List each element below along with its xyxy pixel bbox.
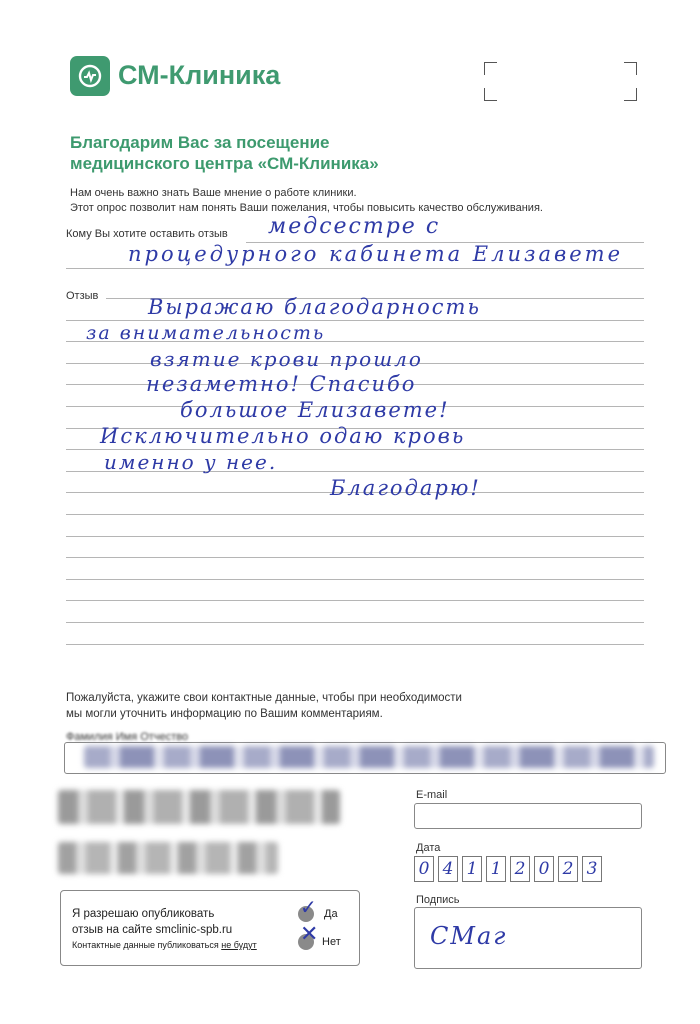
recipient-handwritten-1: медсестре с: [268, 214, 441, 239]
date-digit: 0: [414, 856, 434, 882]
radio-no-label: Нет: [322, 936, 341, 948]
heart-pulse-icon: [77, 63, 103, 89]
review-rule: [66, 579, 644, 580]
date-digit: 2: [510, 856, 530, 882]
contacts-note-line-2: мы могли уточнить информацию по Вашим комментариям.: [66, 708, 383, 720]
corner-mark-bl: [484, 88, 497, 101]
contacts-note-line-1: Пожалуйста, укажите свои контактные данные, чтобы при необходимости: [66, 692, 462, 704]
date-digit: 0: [534, 856, 554, 882]
review-line: большое Елизавете!: [180, 398, 450, 422]
publish-note: [72, 940, 257, 950]
review-line: Выражаю благодарность: [148, 295, 481, 319]
corner-mark-tr: [624, 62, 637, 75]
review-line: за внимательность: [86, 322, 326, 344]
review-rule: [66, 622, 644, 623]
check-mark-icon: ✓: [300, 895, 317, 919]
email-field[interactable]: [414, 803, 642, 829]
contacts-note: [66, 690, 462, 722]
review-rule: [66, 600, 644, 601]
intro-text: [70, 186, 543, 216]
review-rule: [66, 320, 644, 321]
recipient-line-2-rule: [66, 268, 644, 269]
review-line: Благодарю!: [330, 476, 481, 500]
date-digit: 3: [582, 856, 602, 882]
brand-logo-icon: [70, 56, 110, 96]
publish-consent-text: [72, 906, 232, 938]
intro-line-2: Этот опрос позволит нам понять Ваши пожелания, чтобы повысить качество обслуживания.: [70, 202, 543, 214]
publish-line-1: Я разрешаю опубликовать: [72, 908, 215, 920]
date-digit: 1: [462, 856, 482, 882]
corner-mark-br: [624, 88, 637, 101]
signature-label: Подпись: [416, 894, 460, 906]
date-digit: 1: [486, 856, 506, 882]
review-line: взятие крови прошло: [150, 347, 423, 371]
date-digit: 2: [558, 856, 578, 882]
date-label: Дата: [416, 842, 441, 854]
signature-handwritten: СМаг: [430, 922, 508, 950]
intro-line-1: Нам очень важно знать Ваше мнение о работе клиники.: [70, 187, 357, 199]
date-field[interactable]: [414, 856, 602, 882]
publish-note-underlined: не будут: [221, 940, 257, 950]
radio-yes-label: Да: [324, 908, 338, 920]
thanks-line-2: медицинского центра «СМ-Клиника»: [70, 154, 379, 173]
cross-out-icon: ✕: [300, 922, 319, 947]
review-line: Исключительно одаю кровь: [100, 424, 466, 448]
email-redacted: [58, 842, 278, 874]
phone-redacted: [58, 790, 340, 824]
publish-note-prefix: Контактные данные публиковаться: [72, 940, 222, 950]
review-rule: [66, 557, 644, 558]
fio-label: Фамилия Имя Отчество: [66, 731, 189, 743]
review-rule: [66, 536, 644, 537]
brand-name: СМ-Клиника: [118, 60, 281, 90]
recipient-handwritten-2: процедурного кабинета Елизавете: [128, 242, 623, 266]
recipient-label: Кому Вы хотите оставить отзыв: [66, 228, 228, 240]
corner-mark-tl: [484, 62, 497, 75]
thanks-line-1: Благодарим Вас за посещение: [70, 133, 330, 152]
fio-redacted: [84, 746, 654, 768]
thanks-heading: [70, 132, 379, 174]
review-line: именно у нее.: [104, 450, 278, 474]
review-rule: [66, 644, 644, 645]
date-digit: 4: [438, 856, 458, 882]
review-rule: [66, 514, 644, 515]
review-label: Отзыв: [66, 290, 99, 302]
publish-line-2: отзыв на сайте smclinic-spb.ru: [72, 924, 233, 936]
review-line: незаметно! Спасибо: [146, 372, 417, 396]
email-label: E-mail: [416, 789, 448, 801]
